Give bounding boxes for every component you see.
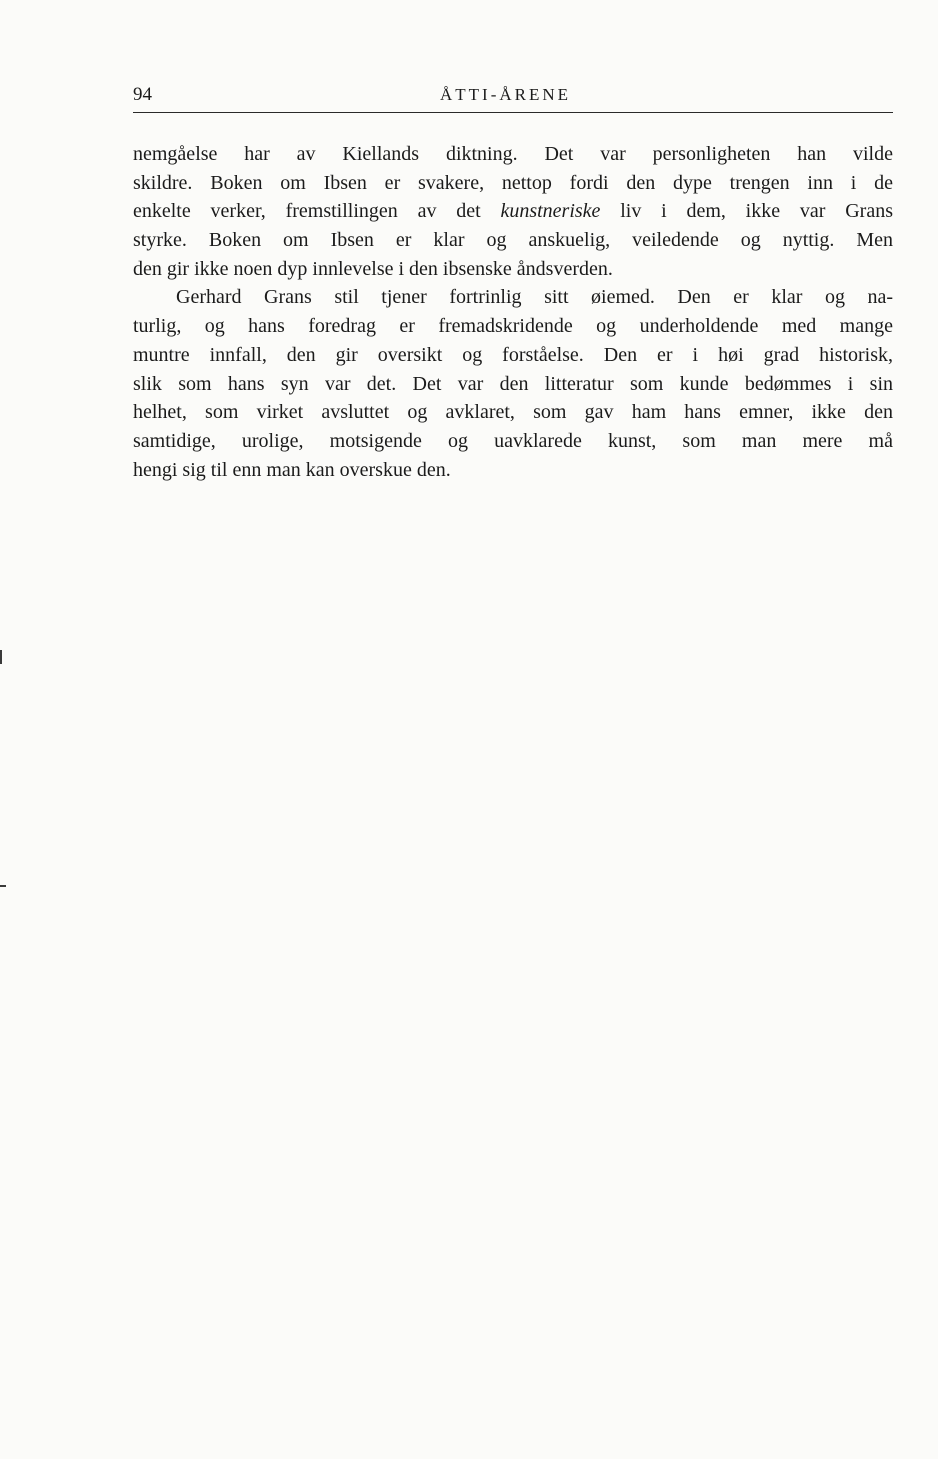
text-line: styrke. Boken om Ibsen er klar og anskuelig, veiledende og nyttig. Men	[133, 229, 893, 252]
text-line: den gir ikke noen dyp innlevelse i den ibsenske åndsverden.	[133, 257, 613, 280]
text-line: turlig, og hans foredrag er fremadskridende og underholdende med mange	[133, 315, 893, 338]
text-line	[133, 197, 893, 226]
text-line: skildre. Boken om Ibsen er svakere, nettop fordi den dype trengen inn i de	[133, 171, 893, 194]
italic-term: kunstneriske	[500, 200, 601, 223]
text-line: samtidige, urolige, motsigende og uavklarede kunst, som man mere må	[133, 429, 893, 452]
text-line: helhet, som virket avsluttet og avklaret, som gav ham hans emner, ikke den	[133, 401, 893, 424]
page-number: 94	[133, 84, 152, 105]
paragraph-first-line: Gerhard Grans stil tjener fortrinlig sitt øiemed. Den er klar og na-	[176, 286, 893, 309]
running-title: ÅTTI-ÅRENE	[440, 85, 572, 104]
scan-artifact	[0, 885, 6, 887]
text-line: muntre innfall, den gir oversikt og forståelse. Den er i høi grad historisk,	[133, 343, 893, 366]
text-line: hengi sig til enn man kan overskue den.	[133, 458, 451, 481]
scan-artifact	[0, 650, 2, 664]
body-text	[133, 140, 893, 484]
text-segment: liv i dem, ikke var Grans	[600, 200, 893, 223]
text-segment: enkelte verker, fremstillingen av det	[133, 200, 501, 223]
running-header	[133, 82, 893, 113]
text-line: nemgåelse har av Kiellands diktning. Det var personligheten han vilde	[133, 143, 893, 165]
text-line: slik som hans syn var det. Det var den litteratur som kunde bedømmes i sin	[133, 372, 893, 395]
